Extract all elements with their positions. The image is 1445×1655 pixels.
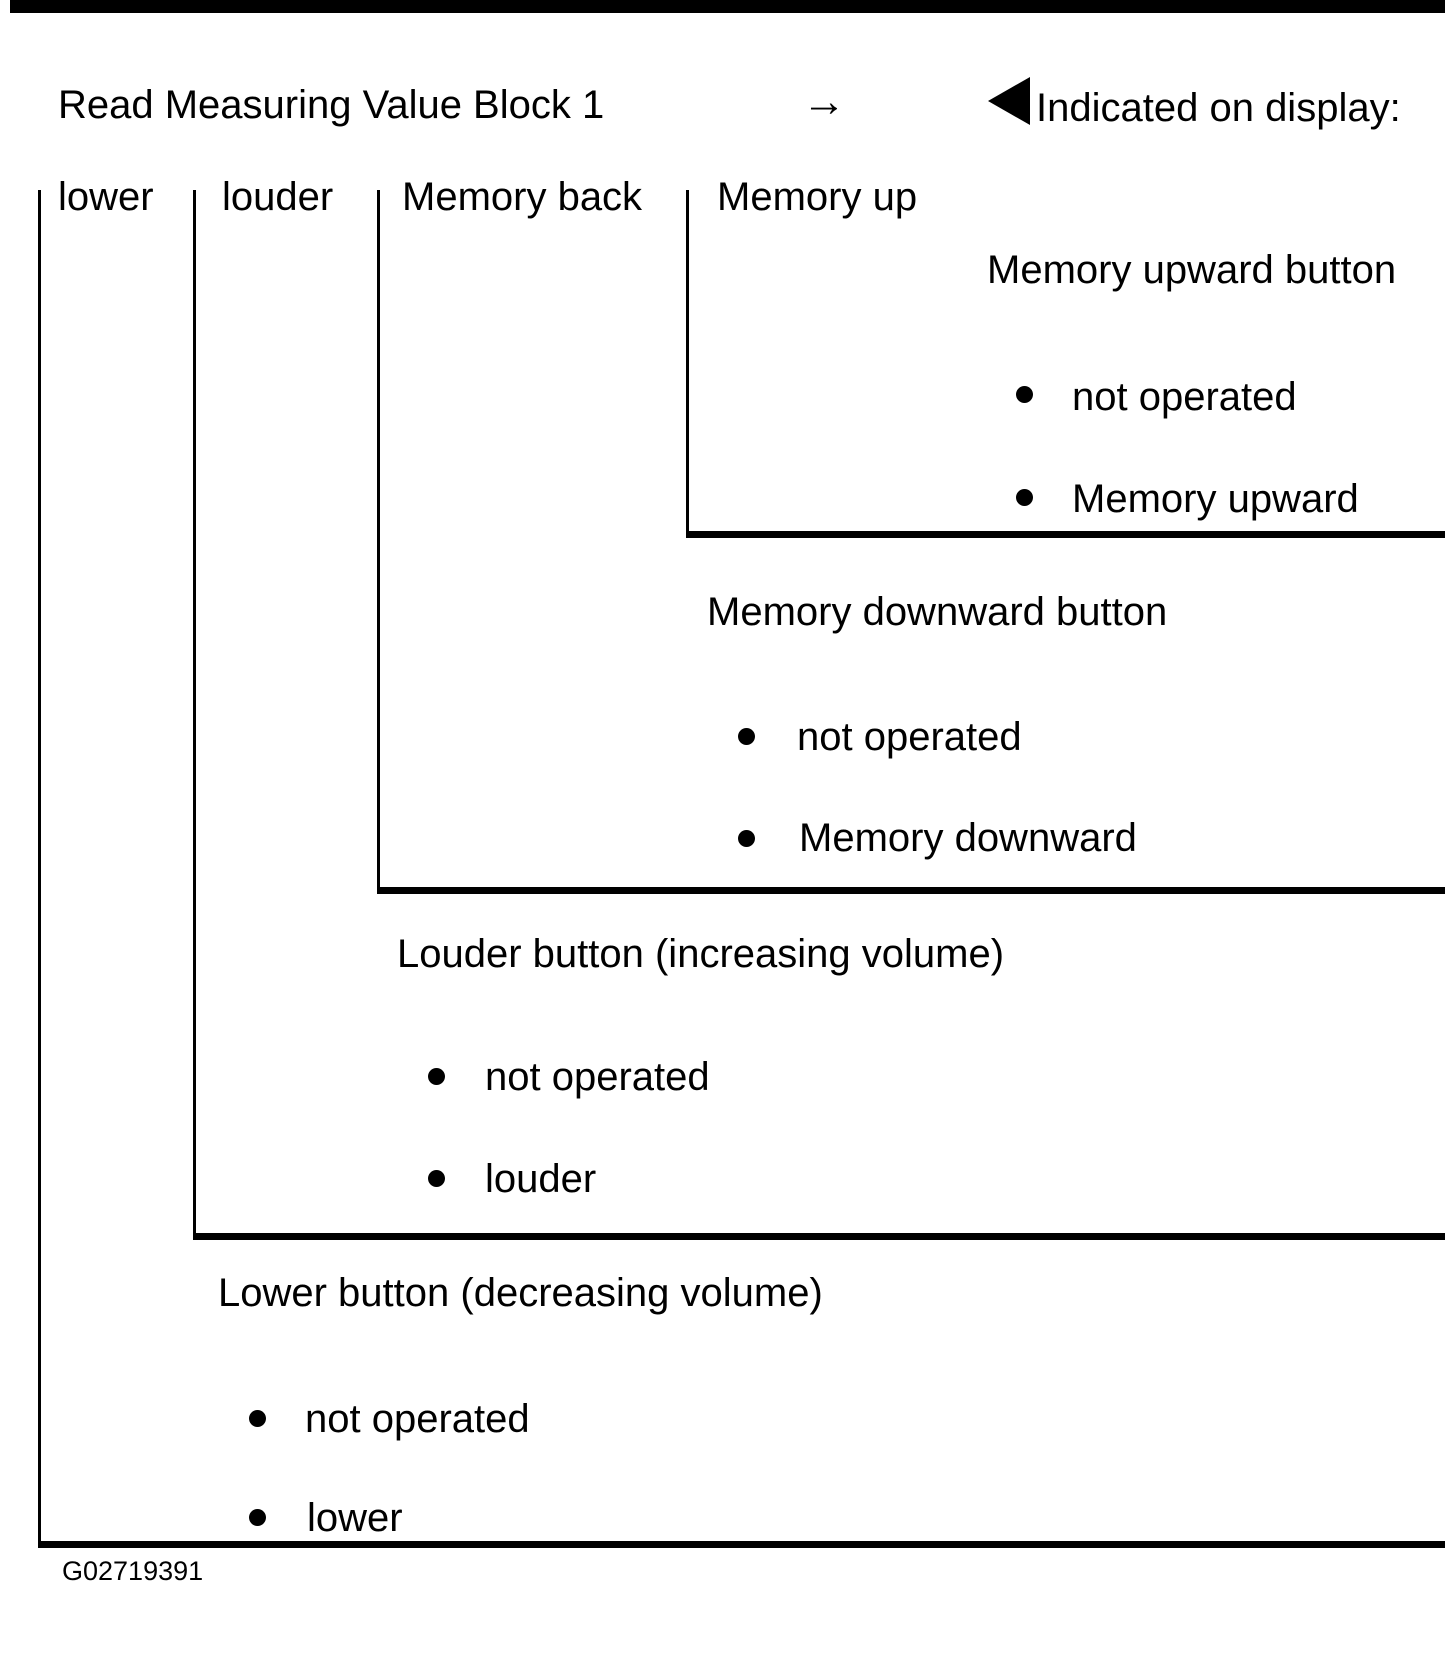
connector-vline-lower	[38, 190, 41, 1544]
section-heading-lower: Lower button (decreasing volume)	[218, 1271, 823, 1315]
indicated-on-display-label: Indicated on display:	[1036, 86, 1401, 130]
bullet-icon	[1016, 489, 1033, 506]
branch-label-lower: lower	[58, 175, 154, 219]
option-memory-downward: Memory downward	[799, 816, 1137, 860]
option-louder-not-operated: not operated	[485, 1055, 710, 1099]
connector-vline-memory-up	[686, 190, 689, 535]
option-lower: lower	[307, 1496, 403, 1540]
bullet-icon	[738, 728, 755, 745]
bullet-icon	[428, 1068, 445, 1085]
triangle-left-icon	[988, 77, 1030, 125]
option-louder: louder	[485, 1157, 597, 1201]
branch-label-memory-back: Memory back	[402, 175, 643, 219]
connector-hline-louder	[193, 1233, 1445, 1240]
arrow-right-icon: →	[802, 77, 846, 126]
bullet-icon	[1016, 386, 1033, 403]
option-memory-up-not-operated: not operated	[1072, 375, 1297, 419]
bullet-icon	[428, 1170, 445, 1187]
option-memory-back-not-operated: not operated	[797, 715, 1022, 759]
branch-label-memory-up: Memory up	[717, 175, 918, 219]
bullet-icon	[738, 830, 755, 847]
connector-vline-memory-back	[377, 190, 380, 890]
branch-label-louder: louder	[222, 175, 334, 219]
option-lower-not-operated: not operated	[305, 1397, 530, 1441]
connector-hline-memory-back	[377, 887, 1445, 894]
connector-hline-lower	[38, 1541, 1445, 1548]
figure-id: G02719391	[62, 1556, 204, 1586]
connector-hline-memory-up	[686, 531, 1445, 538]
top-border-rule	[10, 0, 1445, 13]
page-title: Read Measuring Value Block 1	[58, 83, 605, 127]
connector-vline-louder	[193, 190, 196, 1236]
option-memory-upward: Memory upward	[1072, 477, 1359, 521]
bullet-icon	[249, 1509, 266, 1526]
section-heading-memory-downward: Memory downward button	[707, 590, 1168, 634]
section-heading-louder: Louder button (increasing volume)	[397, 932, 1005, 976]
section-heading-memory-upward: Memory upward button	[987, 248, 1397, 292]
bullet-icon	[249, 1410, 266, 1427]
